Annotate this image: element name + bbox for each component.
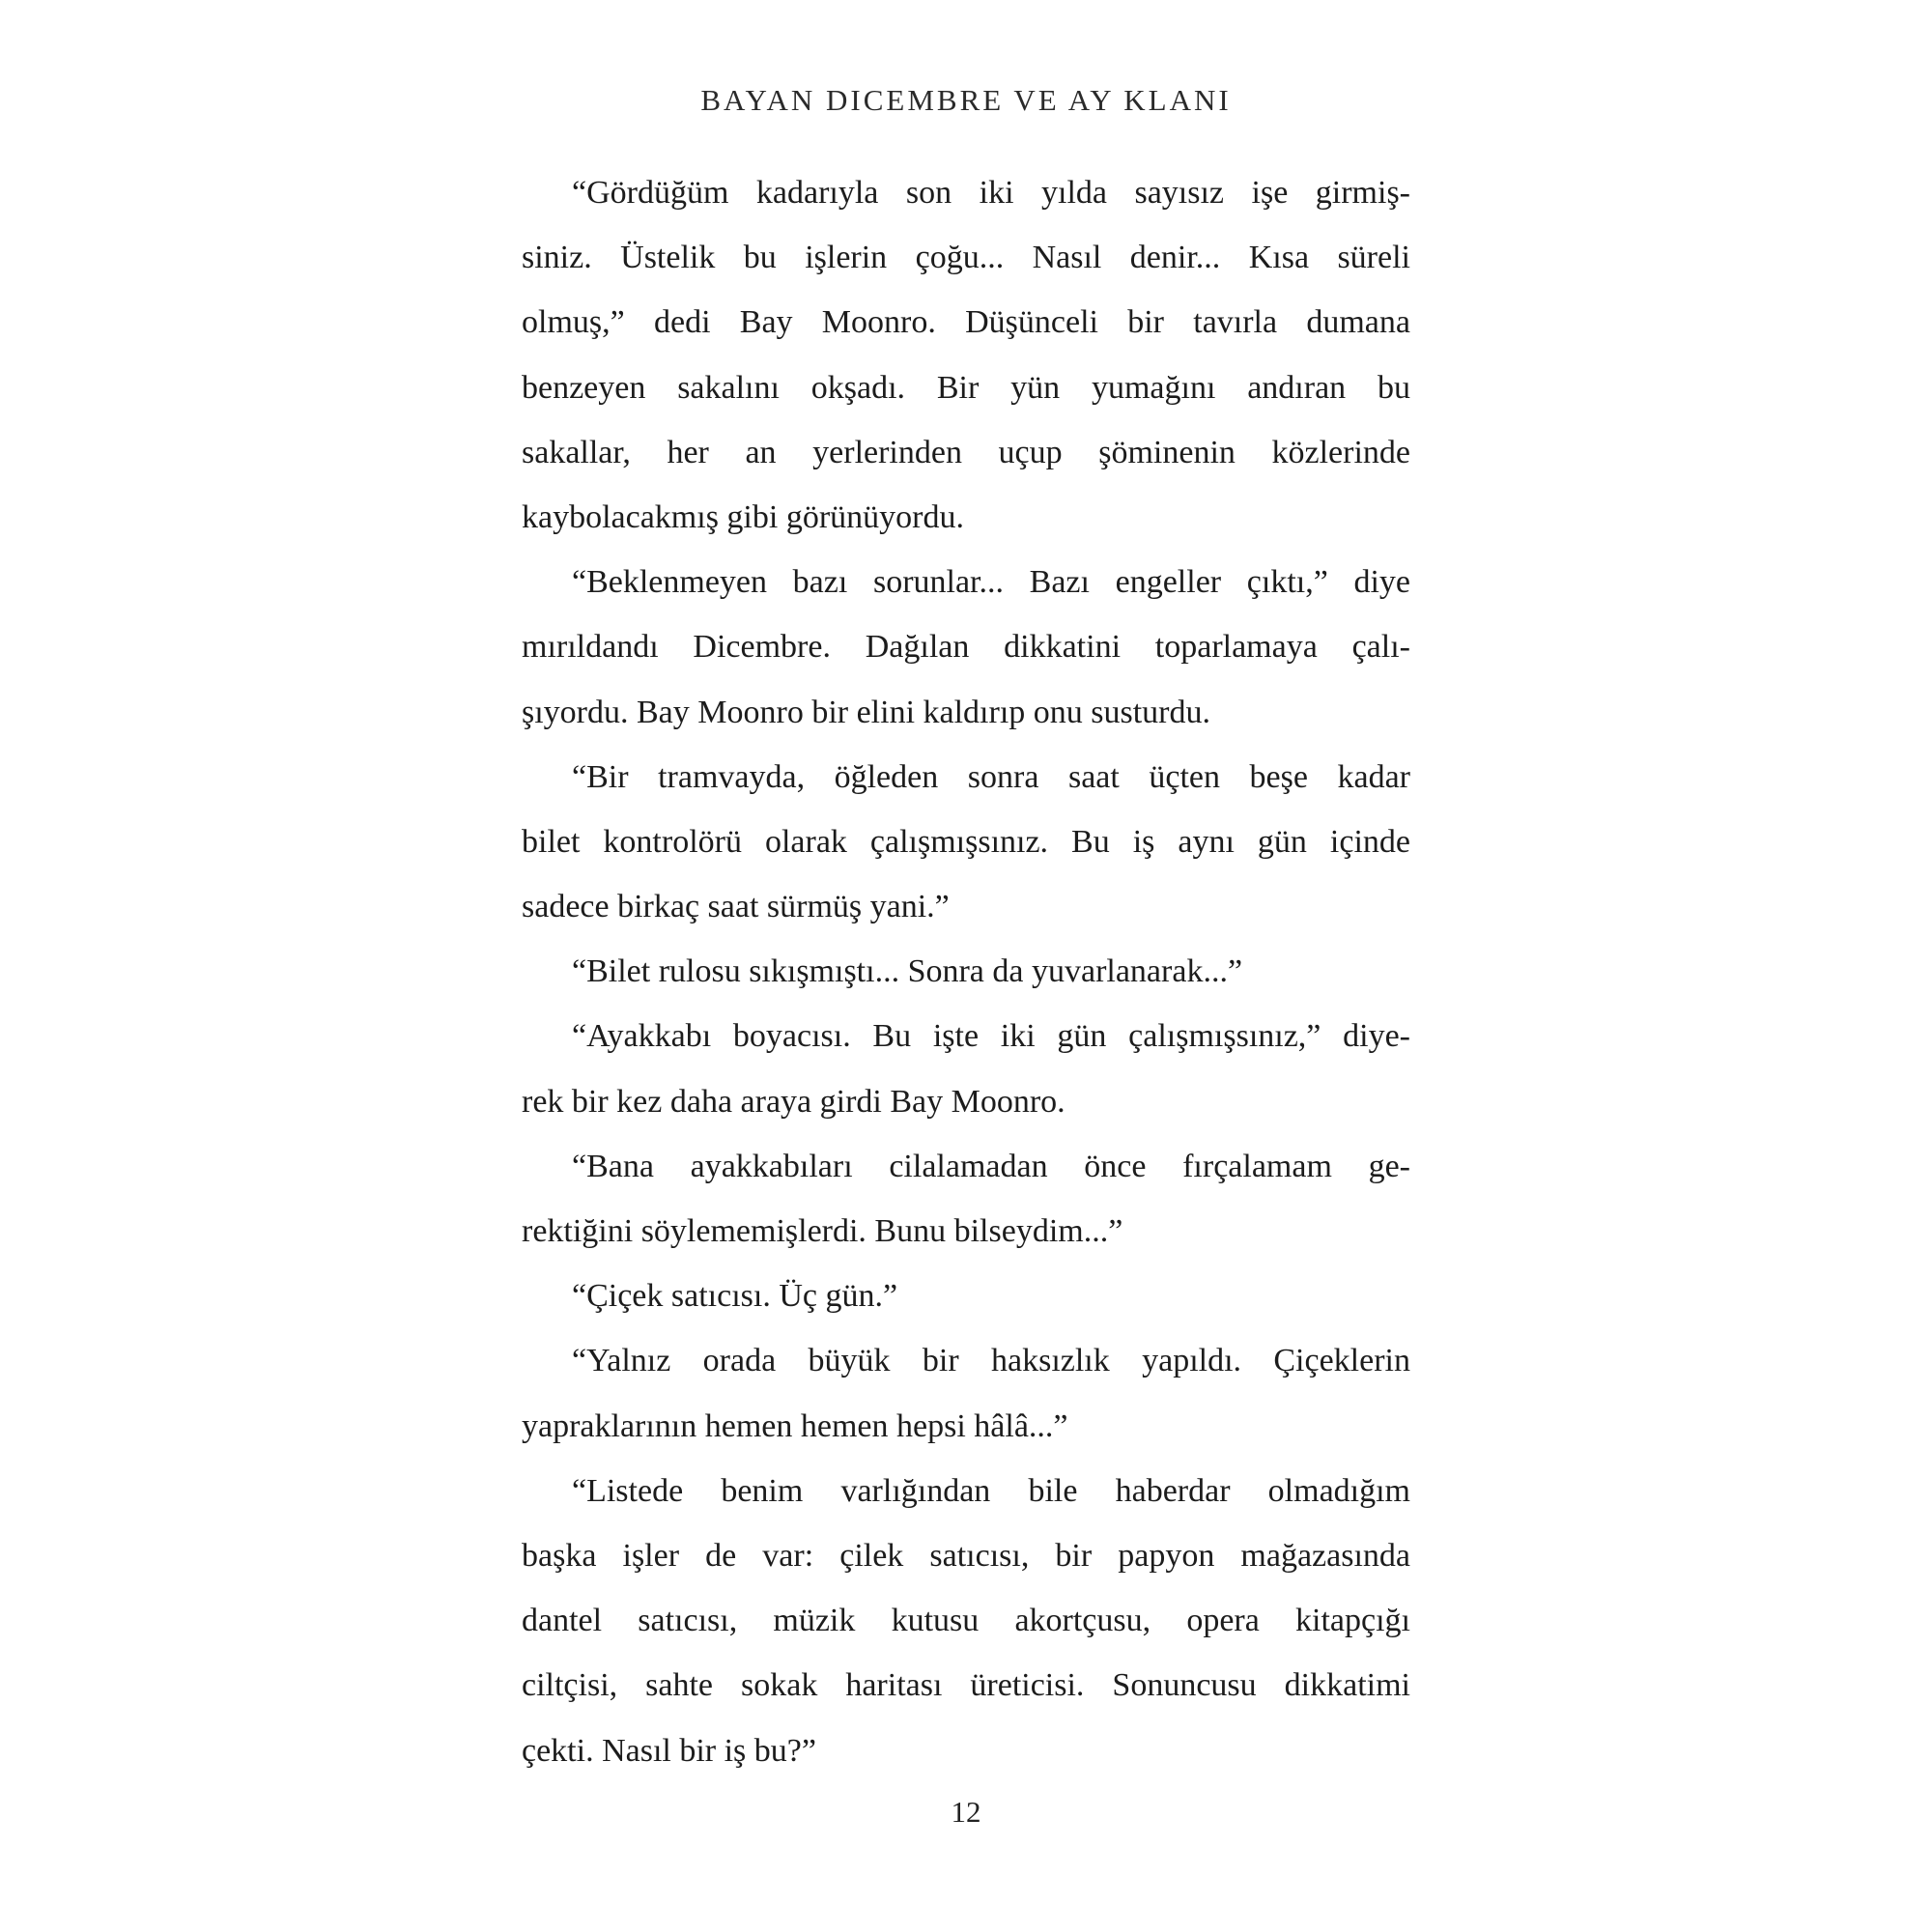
text-line: sadece birkaç saat sürmüş yani.” [522,889,950,925]
paragraph [522,1328,1410,1458]
text-line: yapraklarının hemen hemen hepsi hâlâ...” [522,1407,1068,1444]
text-line: “Bir tramvayda, öğleden sonra saat üçten beşe kadar [572,758,1410,795]
text-line: başka işler de var: çilek satıcısı, bir papyon mağazasında [522,1537,1410,1574]
text-line: sakallar, her an yerlerinden uçup şöminenin közlerinde [522,434,1410,470]
paragraph [522,160,1410,550]
text-line: çekti. Nasıl bir iş bu?” [522,1732,816,1769]
paragraph [522,550,1410,745]
text-line: rektiğini söylememişlerdi. Bunu bilseydim...” [522,1213,1123,1249]
text-line: “Yalnız orada büyük bir haksızlık yapıldı. Çiçeklerin [572,1343,1410,1379]
running-header: BAYAN DICEMBRE VE AY KLANI [700,83,1232,117]
paragraph [522,939,1410,1004]
page-number: 12 [951,1795,981,1829]
paragraph [522,1004,1410,1133]
text-line: dantel satıcısı, müzik kutusu akortçusu, opera kitapçığı [522,1603,1410,1639]
text-line: “Listede benim varlığından bile haberdar olmadığım [572,1472,1410,1509]
text-line: “Gördüğüm kadarıyla son iki yılda sayısız işe girmiş- [572,175,1410,211]
paragraph [522,745,1410,940]
text-line: “Bana ayakkabıları cilalamadan önce fırçalamam ge- [572,1148,1410,1184]
text-line: bilet kontrolörü olarak çalışmışsınız. Bu iş aynı gün içinde [522,823,1410,860]
text-line: olmuş,” dedi Bay Moonro. Düşünceli bir tavırla dumana [522,304,1410,341]
text-line: “Çiçek satıcısı. Üç gün.” [572,1278,898,1315]
paragraph [522,1134,1410,1264]
text-line: kaybolacakmış gibi görünüyordu. [522,498,964,535]
text-line: “Bilet rulosu sıkışmıştı... Sonra da yuvarlanarak...” [572,953,1243,990]
paragraph [522,1264,1410,1328]
text-line: ciltçisi, sahte sokak haritası üreticisi. Sonuncusu dikkatimi [522,1667,1410,1704]
text-block [522,160,1410,1783]
paragraph [522,1459,1410,1783]
text-line: şıyordu. Bay Moonro bir elini kaldırıp onu susturdu. [522,694,1211,730]
text-line: mırıldandı Dicembre. Dağılan dikkatini toparlamaya çalı- [522,629,1410,666]
text-line: “Beklenmeyen bazı sorunlar... Bazı engeller çıktı,” diye [572,564,1410,601]
text-line: rek bir kez daha araya girdi Bay Moonro. [522,1083,1065,1120]
text-line: benzeyen sakalını okşadı. Bir yün yumağını andıran bu [522,369,1410,406]
text-line: siniz. Üstelik bu işlerin çoğu... Nasıl denir... Kısa süreli [522,240,1410,276]
text-line: “Ayakkabı boyacısı. Bu işte iki gün çalışmışsınız,” diye- [572,1018,1410,1055]
